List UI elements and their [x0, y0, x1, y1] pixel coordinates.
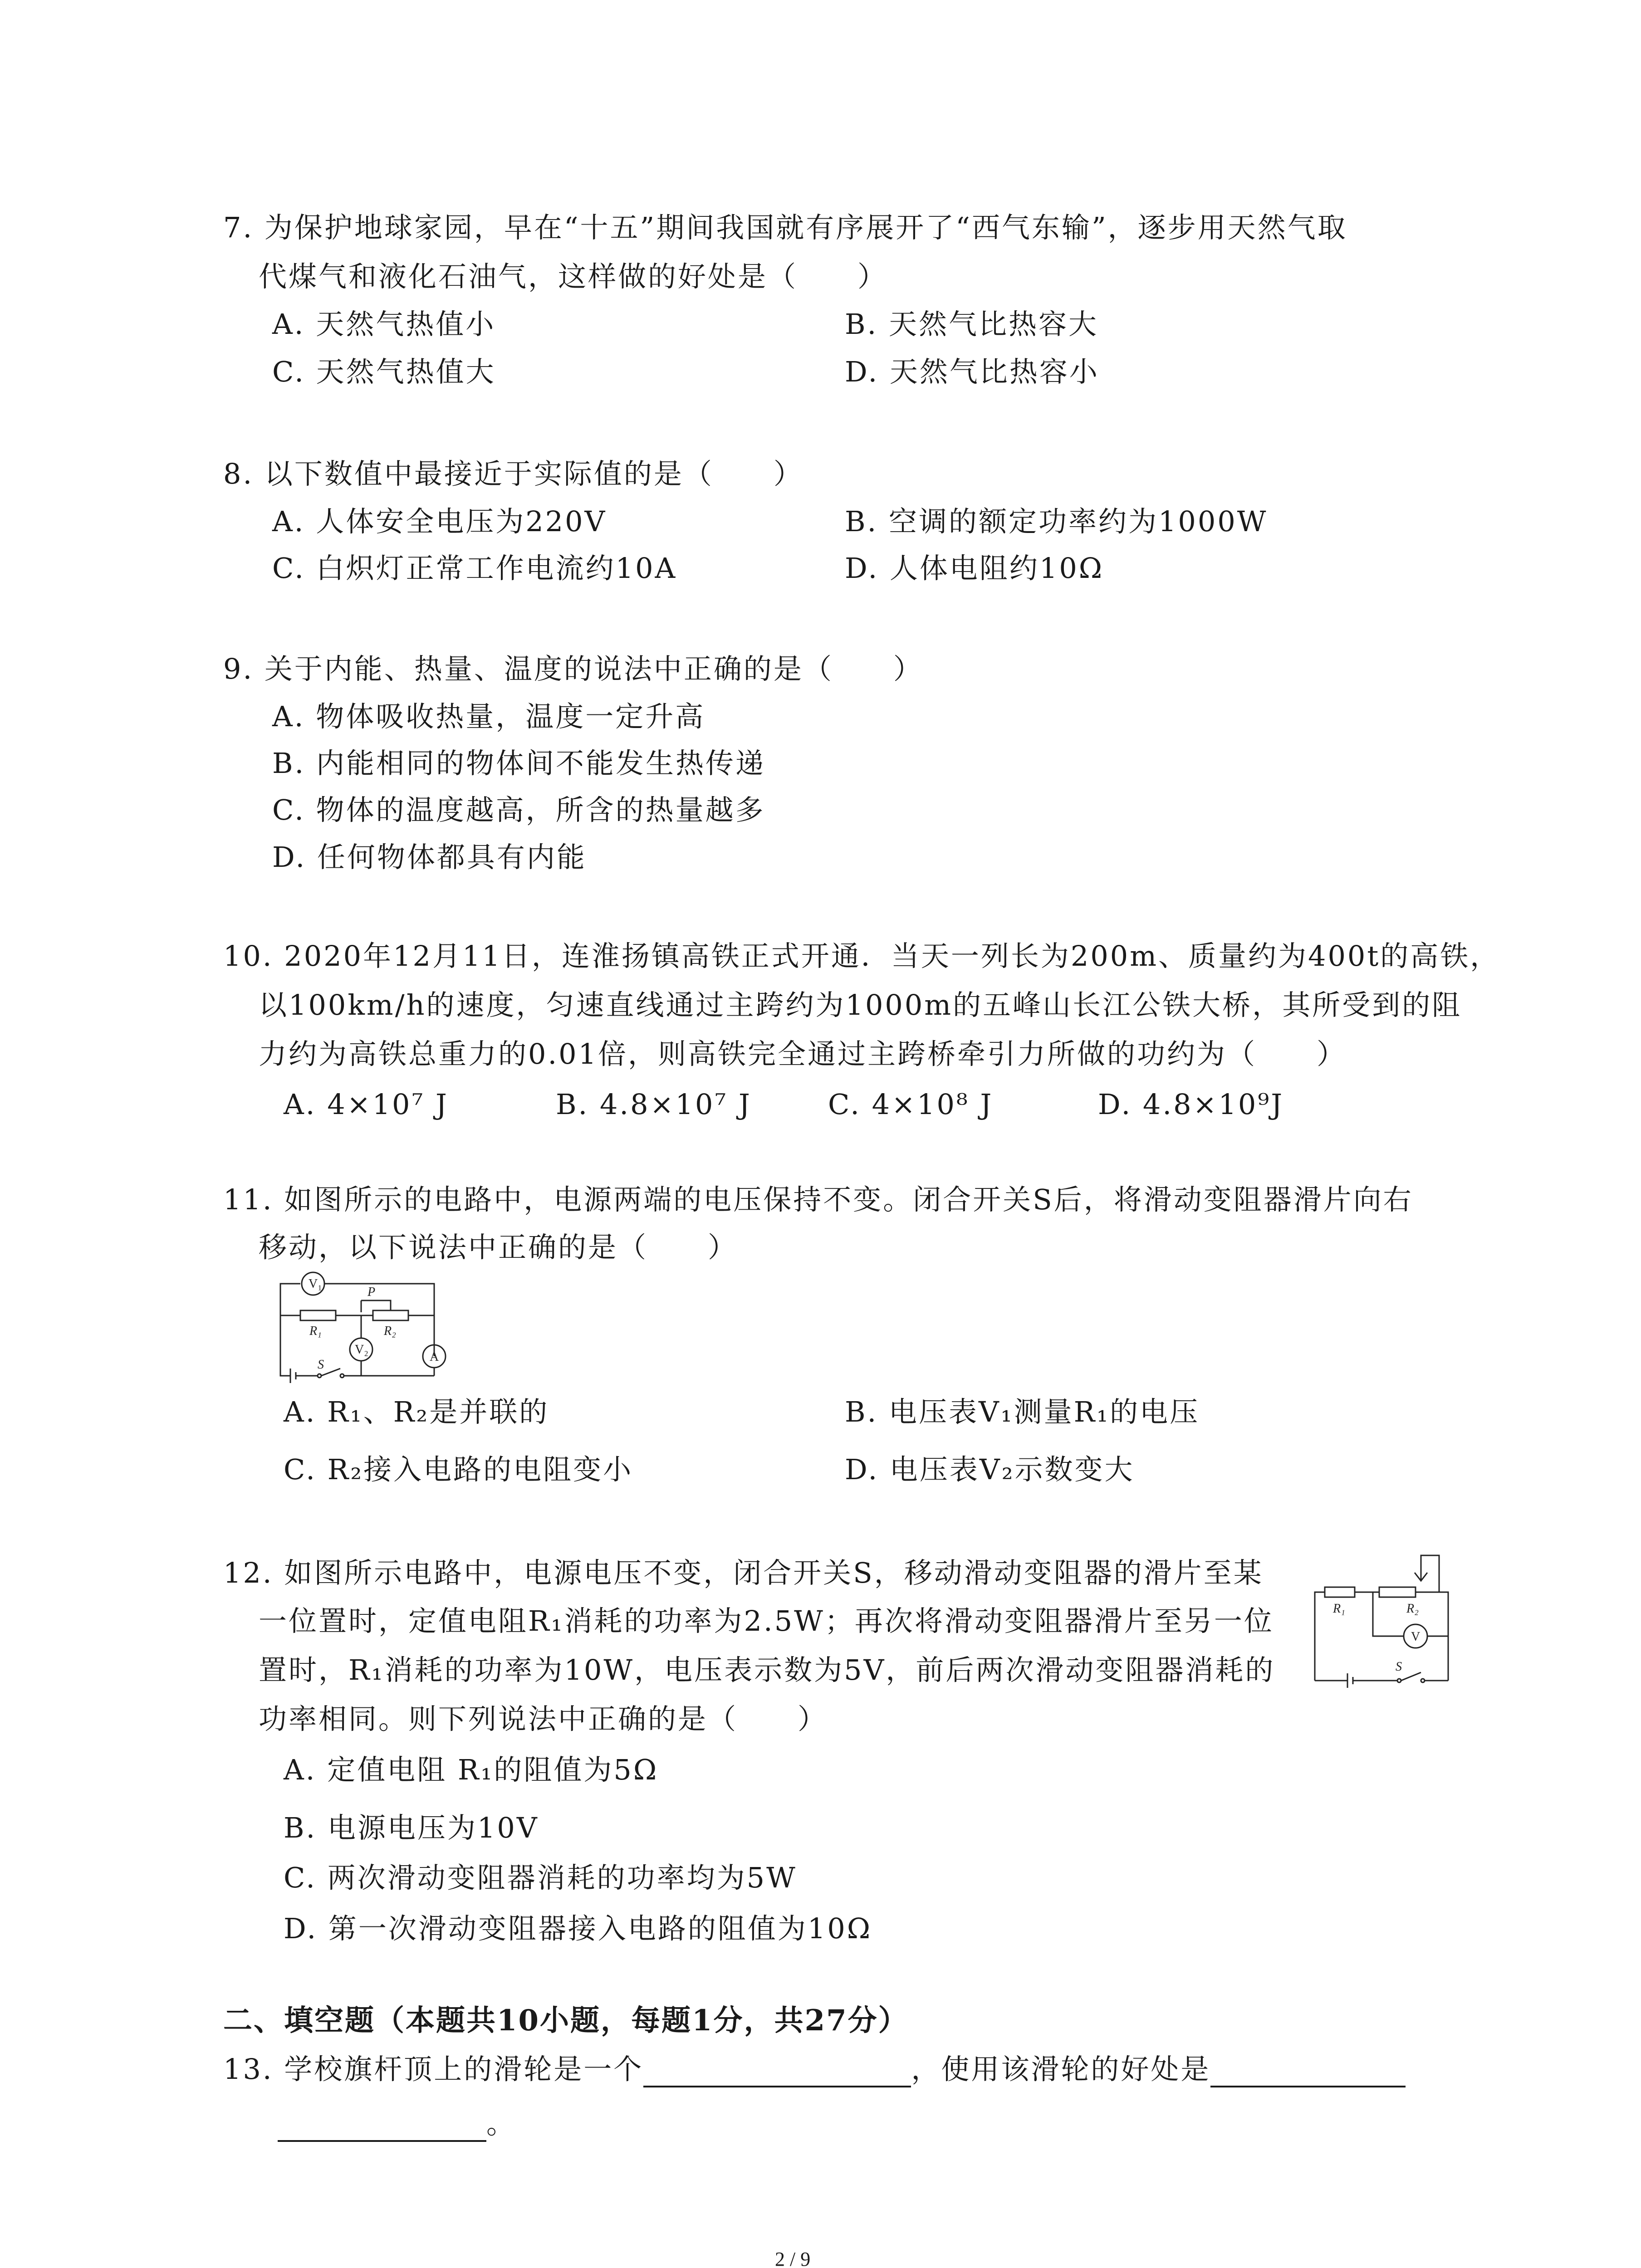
- q10-option-c: C. 4×10⁸ J: [828, 1088, 994, 1121]
- q10-option-d: D. 4.8×10⁹J: [1098, 1088, 1284, 1121]
- q11-option-b: B. 电压表V₁测量R₁的电压: [845, 1395, 1200, 1428]
- q11-option-d: D. 电压表V₂示数变大: [845, 1453, 1135, 1486]
- q7-stem-line1: 7. 为保护地球家园，早在“十五”期间我国就有序展开了“西气东输”，逐步用天然气取: [223, 211, 1347, 244]
- q11-fig-r2-label: R₂: [384, 1324, 396, 1338]
- q7-option-c: C. 天然气热值大: [272, 355, 496, 388]
- q8-stem: 8. 以下数值中最接近于实际值的是（ ）: [223, 457, 803, 490]
- q8-option-b: B. 空调的额定功率约为1000W: [845, 505, 1268, 538]
- q12-stem-line3: 置时，R₁消耗的功率为10W，电压表示数为5V，前后两次滑动变阻器消耗的: [259, 1653, 1275, 1686]
- q11-fig-v1-label: V₁: [309, 1277, 322, 1291]
- q8-option-c: C. 白炽灯正常工作电流约10A: [272, 552, 677, 585]
- q7-option-a: A. 天然气热值小: [272, 308, 496, 341]
- q12-fig-s-label: S: [1396, 1660, 1402, 1674]
- q8-option-a: A. 人体安全电压为220V: [272, 505, 607, 538]
- q12-stem-line4: 功率相同。则下列说法中正确的是（ ）: [259, 1702, 828, 1735]
- q9-option-a: A. 物体吸收热量，温度一定升高: [272, 700, 705, 733]
- q11-fig-a-label: A: [430, 1350, 439, 1364]
- q12-fig-v-label: V: [1411, 1630, 1421, 1644]
- q10-stem-line3: 力约为高铁总重力的0.01倍，则高铁完全通过主跨桥牵引力所做的功约为（ ）: [259, 1037, 1347, 1070]
- q13-blank-2a[interactable]: [1210, 2058, 1406, 2087]
- q13-end-punct: 。: [486, 2107, 517, 2140]
- q10-stem-line1: 10. 2020年12月11日，连淮扬镇高铁正式开通．当天一列长为200m、质量约为400t的高铁，: [223, 939, 1500, 973]
- q9-option-c: C. 物体的温度越高，所含的热量越多: [272, 793, 765, 826]
- q9-stem: 9. 关于内能、热量、温度的说法中正确的是（ ）: [223, 652, 923, 685]
- q7-stem-line2: 代煤气和液化石油气，这样做的好处是（ ）: [259, 260, 888, 293]
- section-2-heading: 二、填空题（本题共10小题，每题1分，共27分）: [223, 2004, 909, 2038]
- q13-text-part1: 13. 学校旗杆顶上的滑轮是一个: [223, 2053, 644, 2086]
- q10-option-a: A. 4×10⁷ J: [284, 1088, 449, 1121]
- q7-option-b: B. 天然气比热容大: [845, 308, 1098, 341]
- q10-stem-line2: 以100km/h的速度，匀速直线通过主跨约为1000m的五峰山长江公铁大桥，其所受到的阻: [259, 988, 1462, 1022]
- q13-text-part2: ，使用该滑轮的好处是: [911, 2053, 1211, 2086]
- q13-line2: [278, 2106, 516, 2142]
- q12-stem-line2: 一位置时，定值电阻R₁消耗的功率为2.5W；再次将滑动变阻器滑片至另一位: [259, 1604, 1274, 1637]
- q11-fig-s-label: S: [318, 1358, 324, 1372]
- q11-fig-p-label: P: [367, 1285, 376, 1299]
- q11-option-a: A. R₁、R₂是并联的: [284, 1395, 549, 1428]
- q11-stem-line1: 11. 如图所示的电路中，电源两端的电压保持不变。闭合开关S后，将滑动变阻器滑片向右: [223, 1183, 1413, 1216]
- q11-stem-line2: 移动，以下说法中正确的是（ ）: [259, 1231, 738, 1264]
- q12-option-d: D. 第一次滑动变阻器接入电路的阻值为10Ω: [284, 1912, 872, 1945]
- q11-circuit-diagram: [272, 1268, 463, 1386]
- q13-blank-2b[interactable]: [278, 2113, 486, 2142]
- q9-option-b: B. 内能相同的物体间不能发生热传递: [272, 747, 765, 780]
- q12-stem-line1: 12. 如图所示电路中，电源电压不变，闭合开关S，移动滑动变阻器的滑片至某: [223, 1556, 1264, 1589]
- q11-fig-r1-label: R₁: [309, 1324, 322, 1338]
- q10-option-b: B. 4.8×10⁷ J: [556, 1088, 752, 1121]
- q12-fig-r1-label: R₁: [1333, 1602, 1345, 1616]
- q13-line1: [223, 2051, 1406, 2087]
- q8-option-d: D. 人体电阻约10Ω: [845, 552, 1104, 585]
- q12-option-c: C. 两次滑动变阻器消耗的功率均为5W: [284, 1861, 797, 1894]
- q13-blank-1[interactable]: [643, 2058, 911, 2087]
- q12-circuit-diagram: [1307, 1549, 1456, 1694]
- q11-option-c: C. R₂接入电路的电阻变小: [284, 1453, 633, 1486]
- q12-option-b: B. 电源电压为10V: [284, 1811, 539, 1844]
- q9-option-d: D. 任何物体都具有内能: [272, 841, 587, 874]
- q12-fig-r2-label: R₂: [1406, 1602, 1419, 1616]
- q7-option-d: D. 天然气比热容小: [845, 355, 1099, 388]
- q12-option-a: A. 定值电阻 R₁的阻值为5Ω: [284, 1753, 659, 1786]
- page-number: 2 / 9: [775, 2248, 811, 2268]
- q11-fig-v2-label: V₂: [355, 1343, 368, 1357]
